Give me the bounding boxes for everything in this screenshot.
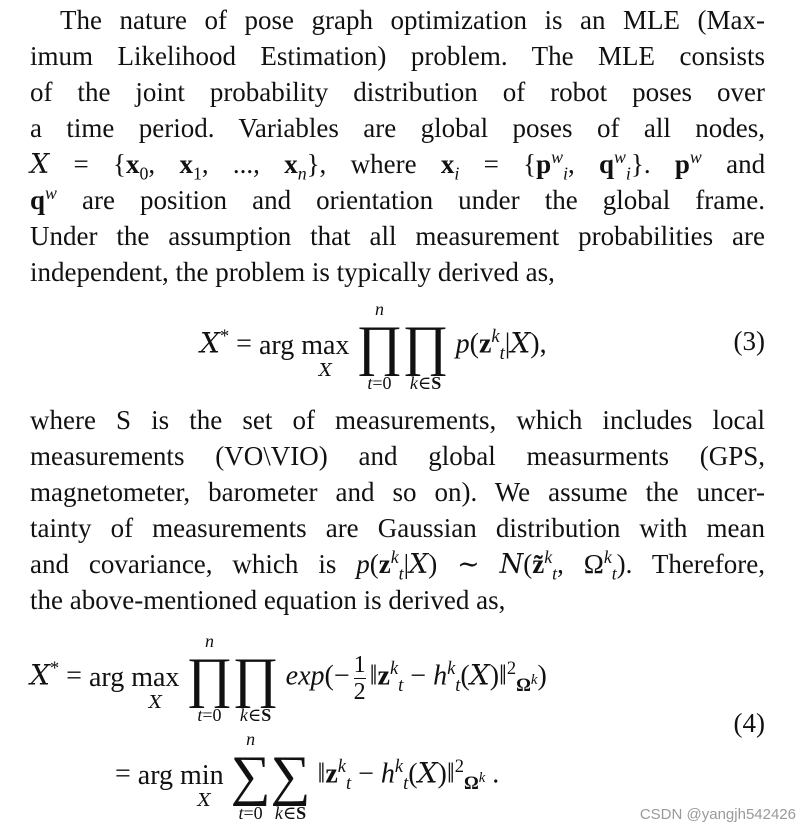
sum-t: n ∑ t=0: [230, 729, 271, 823]
equation-number-3: (3): [733, 326, 765, 356]
text-line: a time period. Variables are global poses of all nodes,: [30, 113, 765, 143]
argmax-operator: arg max X: [88, 662, 180, 713]
watermark: CSDN @yangjh542426: [639, 806, 796, 823]
text-line-with-math: $q^w$ are position and orientation under the global frame.: [30, 183, 765, 215]
word-and: and: [726, 149, 766, 179]
text-line: Under the assumption that all measurement probabilities are: [30, 221, 765, 251]
text-line: measurements (VO\VIO) and global measurments (GPS,: [30, 441, 765, 471]
paragraph-intro: [30, 2, 765, 290]
equation-3: X* = arg max X n ∏ t=0 ∏ k∈S $p(z^k_t|X)$,: [200, 299, 547, 393]
text-fragment: . Therefore,: [625, 549, 765, 579]
text-line: imum Likelihood Estimation) problem. The MLE consists: [30, 41, 765, 71]
text-line: tainty of measurements are Gaussian distribution with mean: [30, 513, 765, 543]
equation-number-4: (4): [733, 708, 765, 738]
argmax-operator: arg max X: [258, 330, 350, 381]
text-line: where S is the set of measurements, which includes local: [30, 405, 765, 435]
text-line: the above-mentioned equation is derived as,: [30, 585, 506, 615]
word-where: where: [350, 149, 417, 179]
sum-k: ∑ k∈S: [270, 745, 311, 823]
text-fragment: and covariance, which is: [30, 549, 337, 579]
text-line: The nature of pose graph optimization is an MLE (Max-: [60, 5, 765, 35]
argmin-operator: arg min X: [137, 760, 224, 811]
product-t: n ∏ t=0: [356, 299, 403, 393]
equation-4-line-1: X* = arg max X n ∏ t=0 ∏ k∈S exp(− $\frac{1}{2}$ $‖z^k_t$ − $h^k_t(X)‖^2_{\Omega^k}$): [30, 631, 547, 725]
text-fragment: are position and orientation under the global frame.: [81, 185, 765, 215]
text-line: of the joint probability distribution of robot poses over: [30, 77, 765, 107]
text-line-with-math: and covariance, which is $p(z^k_t|X)$ ∼ N(z̃$^k_t$, $\Omega^k_t$). Therefore,: [30, 547, 765, 584]
product-k: ∏ k∈S: [402, 315, 449, 393]
product-k: ∏ k∈S: [232, 647, 279, 725]
text-line: magnetometer, barometer and so on). We assume the uncer-: [30, 477, 765, 507]
equation-4-line-2: = arg min X n ∑ t=0 ∑ k∈S $‖z^k_t$ − $h^k_t(X)‖^2_{\Omega^k}$ .: [115, 729, 500, 823]
product-t: n ∏ t=0: [186, 631, 233, 725]
paragraph-measurements: [30, 402, 765, 618]
text-line-with-math: $X = \{x_0$, $x_1$, ..., $x_n$}, where $x_i = \{p^w_i$, $q^w_i$}. $p^w$ and: [30, 147, 766, 184]
text-line: independent, the problem is typically derived as,: [30, 257, 555, 287]
